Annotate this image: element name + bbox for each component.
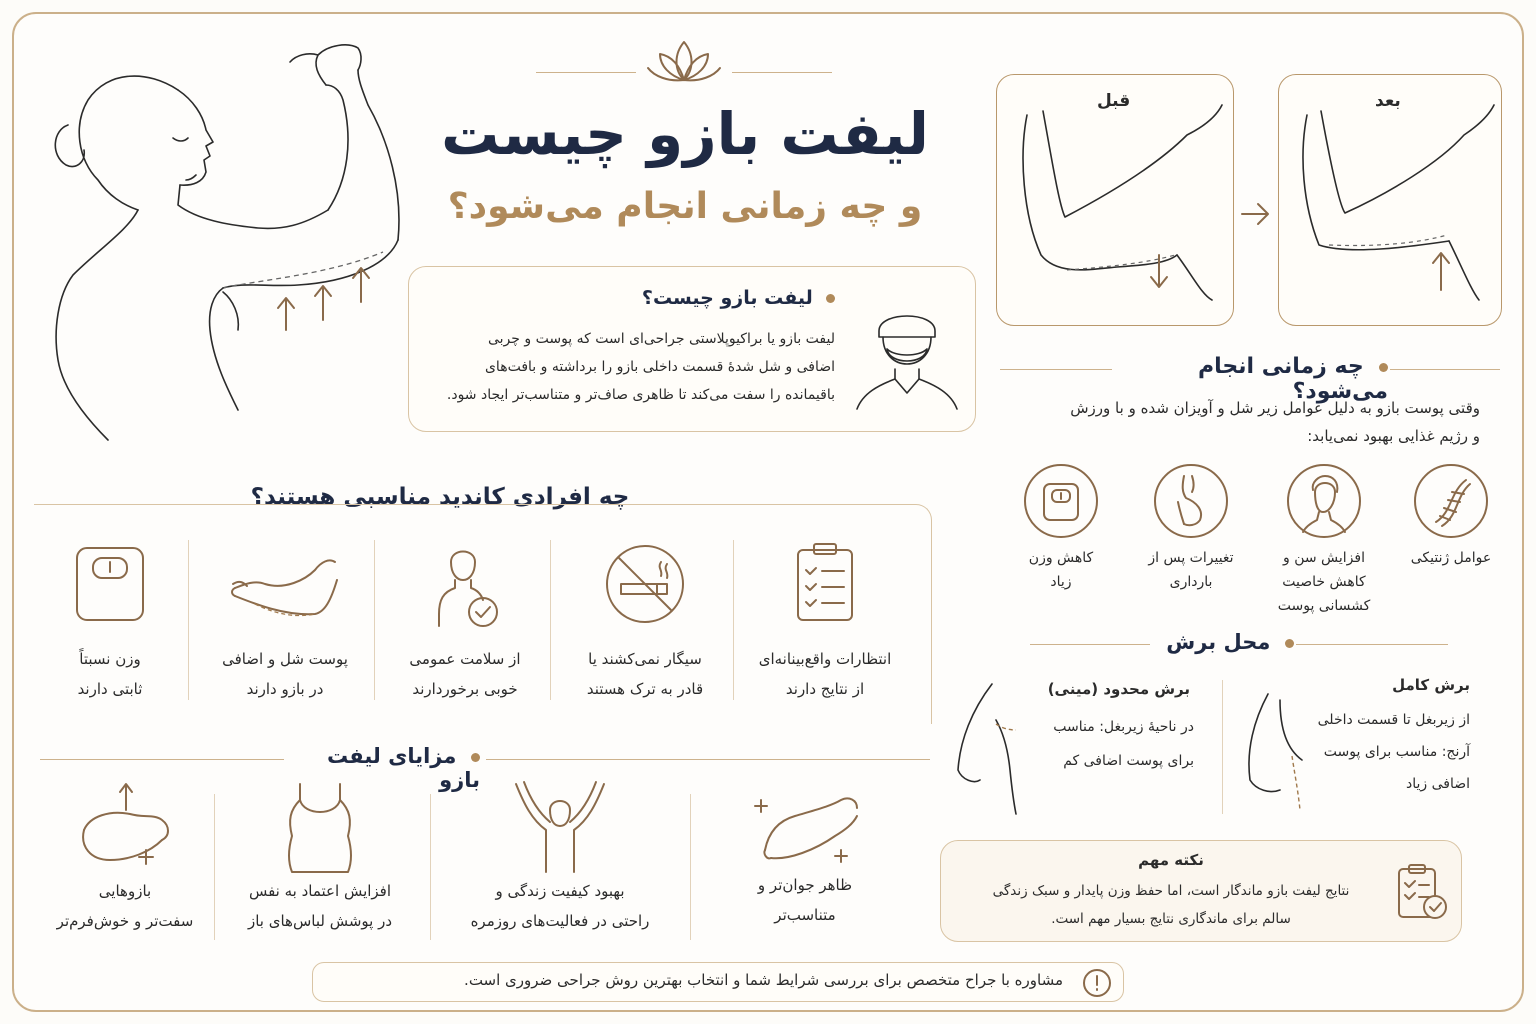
note-title: نکته مهم (1138, 851, 1204, 869)
bullet-dot (826, 294, 835, 303)
candidate-label: از نتایج دارند (785, 680, 865, 698)
benefit-label: بازوهایی (98, 882, 152, 900)
benefit-item (700, 780, 910, 930)
benefit-label: در پوشش لباس‌های باز (247, 912, 393, 930)
benefit-label: افزایش اعتماد به نفس (248, 882, 392, 900)
page-title: لیفت بازو چیست (441, 100, 929, 168)
full-incision-title: برش کامل (1392, 676, 1470, 694)
candidate-divider (188, 540, 189, 700)
tank-top-icon (280, 780, 360, 876)
scale-icon (73, 540, 147, 624)
candidate-divider (733, 540, 734, 700)
candidate-label: پوست شل و اضافی (222, 650, 348, 668)
what-is-line: باقیمانده را سفت می‌کند تا ظاهری صاف‌تر و متناسب‌تر ایجاد شود. (446, 387, 835, 403)
candidate-item (200, 540, 370, 704)
lotus-icon (646, 36, 722, 86)
benefit-label: سفت‌تر و خوش‌فرم‌تر (56, 912, 194, 930)
candidate-item (740, 540, 910, 704)
full-incision-body (1300, 704, 1470, 800)
mini-incision-arm-sketch (952, 680, 1032, 816)
what-is-line: لیفت بازو یا براکیوپلاستی جراحی‌ای است که پوست و چربی (487, 331, 835, 347)
when-line: وقتی پوست بازو به دلیل عوامل زیر شل و آویزان شده و با ورزش (1070, 399, 1480, 417)
candidate-label: از سلامت عمومی (409, 650, 521, 668)
cause-label: بارداری (1169, 574, 1213, 590)
title-rule-right (732, 72, 832, 73)
candidate-divider (374, 540, 375, 700)
arm-after-sketch (1289, 95, 1499, 315)
footer-banner (312, 962, 1124, 1002)
benefit-item (220, 780, 420, 936)
benefit-label: راحتی در فعالیت‌های روزمره (470, 912, 650, 930)
benefit-item (40, 780, 210, 936)
cause-item (1264, 462, 1384, 618)
after-panel (1278, 74, 1502, 326)
arrow-right-icon (1240, 200, 1272, 228)
what-is-line: اضافی و شل شدهٔ قسمت داخلی بازو را برداشته و بافت‌های (484, 359, 835, 375)
note-line: سالم برای ماندگاری نتایج بسیار مهم است. (1051, 911, 1291, 927)
candidate-item (40, 540, 180, 704)
when-body (1010, 394, 1480, 450)
candidate-label: در بازو دارند (246, 680, 324, 698)
benefit-divider (430, 794, 431, 940)
candidate-label: سیگار نمی‌کشند یا (588, 650, 702, 668)
incision-divider (1222, 680, 1223, 814)
title-rule-left (536, 72, 636, 73)
candidate-item (380, 540, 550, 704)
full-incision-line: از زیربغل تا قسمت داخلی (1317, 712, 1470, 728)
important-note-card (940, 840, 1462, 942)
after-label: بعد (1375, 91, 1401, 111)
aging-face-icon (1285, 462, 1363, 540)
what-is-body (415, 325, 835, 409)
cause-item (1136, 462, 1246, 594)
bullet-dot (471, 753, 480, 762)
arm-before-sketch (1007, 95, 1227, 315)
benefit-divider (690, 794, 691, 940)
benefit-item (440, 780, 680, 936)
clipboard-check-icon (1393, 861, 1453, 925)
cause-label: افزایش سن و (1283, 550, 1365, 566)
before-label: قبل (1097, 91, 1131, 111)
when-rule-right (1390, 369, 1500, 370)
footer-text: مشاوره با جراح متخصص برای بررسی شرایط شما و انتخاب بهترین روش جراحی ضروری است. (464, 971, 1063, 989)
candidate-label: ثابتی دارند (77, 680, 143, 698)
loose-arm-icon (225, 540, 345, 624)
when-line: و رژیم غذایی بهبود نمی‌یابد: (1307, 427, 1480, 445)
cause-label: کاهش وزن (1028, 550, 1094, 566)
benefits-heading-text: مزایای لیفت بازو (326, 744, 480, 792)
incision-heading (1150, 630, 1294, 654)
mini-incision-line: برای پوست اضافی کم (1063, 753, 1194, 769)
candidate-item (560, 540, 730, 704)
cause-item (1006, 462, 1116, 594)
note-body (951, 877, 1391, 933)
cause-label: عوامل ژنتیکی (1410, 550, 1492, 566)
candidate-label: خوبی برخوردارند (412, 680, 518, 698)
clipboard-checklist-icon (790, 540, 860, 624)
incision-rule-right (1296, 644, 1448, 645)
cause-label: کاهش خاصیت (1282, 574, 1366, 590)
before-panel (996, 74, 1234, 326)
candidate-divider (550, 540, 551, 700)
healthy-person-icon (423, 540, 507, 630)
incision-heading-text: محل برش (1166, 630, 1271, 654)
benefit-divider (214, 794, 215, 940)
candidate-label: انتظارات واقع‌بینانه‌ای (758, 650, 892, 668)
cause-label: زیاد (1050, 574, 1072, 590)
benefits-rule-right (486, 759, 930, 760)
pregnancy-icon (1152, 462, 1230, 540)
firm-arm-icon (70, 780, 180, 876)
what-is-card (408, 266, 976, 432)
benefits-rule-left (40, 759, 284, 760)
what-is-heading (435, 287, 835, 309)
sparkle-arm-icon (745, 780, 865, 870)
surgeon-icon (849, 293, 965, 411)
mini-incision-line: در ناحیهٔ زیربغل: مناسب (1053, 719, 1194, 735)
benefits-row (40, 780, 920, 950)
woman-flexing-illustration (28, 30, 428, 460)
page-subtitle: و چه زمانی انجام می‌شود؟ (447, 186, 923, 227)
benefit-label: ظاهر جوان‌تر و (757, 876, 853, 894)
mini-incision-body (1030, 710, 1194, 778)
full-incision-line: اضافی زیاد (1405, 776, 1470, 792)
dna-icon (1412, 462, 1490, 540)
full-incision-line: آرنج: مناسب برای پوست (1323, 744, 1470, 760)
bullet-dot (1285, 639, 1294, 648)
candidates-heading: چه افرادی کاندید مناسبی هستند؟ (250, 484, 630, 510)
benefit-label: متناسب‌تر (774, 906, 836, 924)
note-line: نتایج لیفت بازو ماندگار است، اما حفظ وزن پایدار و سبک زندگی (992, 883, 1350, 899)
incision-rule-left (1030, 644, 1150, 645)
scale-icon (1022, 462, 1100, 540)
benefit-label: بهبود کیفیت زندگی و (495, 882, 625, 900)
causes-row (1006, 462, 1506, 622)
exclamation-icon (1081, 967, 1113, 999)
cause-label: کشسانی پوست (1277, 598, 1371, 614)
bullet-dot (1379, 363, 1388, 372)
when-heading-text: چه زمانی انجام می‌شود؟ (1198, 354, 1388, 404)
mini-incision-title: برش محدود (مینی) (1047, 680, 1190, 698)
when-rule-left (1000, 369, 1112, 370)
cause-label: تغییرات پس از (1148, 550, 1234, 566)
raised-arms-icon (510, 780, 610, 876)
candidate-label: وزن نسبتاً (79, 650, 141, 668)
no-smoking-icon (603, 540, 687, 624)
candidates-row (40, 540, 920, 710)
candidate-label: قادر به ترک هستند (586, 680, 704, 698)
cause-item (1396, 462, 1506, 570)
what-is-heading-text: لیفت بازو چیست؟ (641, 287, 813, 309)
